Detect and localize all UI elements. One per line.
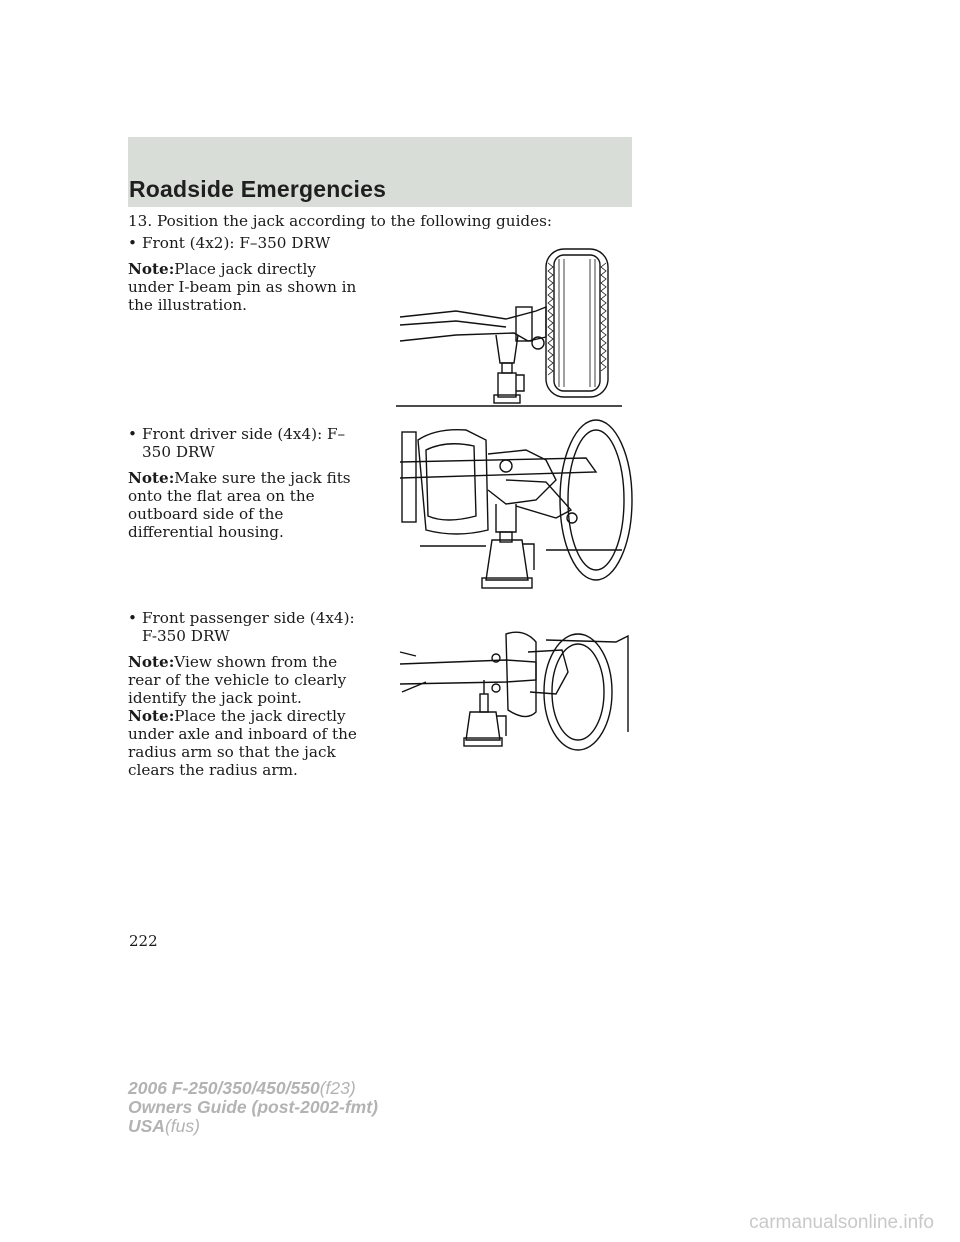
note-label: Note: <box>128 707 175 725</box>
note-label: Note: <box>128 653 175 671</box>
note-text: Make sure the jack fits onto the flat area on the outboard side of the differential housing. <box>128 469 351 541</box>
bullet-marker: • <box>128 609 137 627</box>
note-text: View shown from the rear of the vehicle to clearly identify the jack point. <box>128 653 347 707</box>
step-instruction: 13. Position the jack according to the following guides: <box>128 212 553 230</box>
note-label: Note: <box>128 260 175 278</box>
note-front-driver-4x4 <box>128 469 364 541</box>
footer-market-code: (fus) <box>164 1116 200 1136</box>
footer-market: USA <box>128 1116 165 1136</box>
footer-line-guide: Owners Guide (post-2002-fmt) <box>128 1097 378 1117</box>
document-footer <box>128 1079 378 1136</box>
watermark: carmanualsonline.info <box>749 1212 934 1233</box>
note-label: Note: <box>128 469 175 487</box>
note-text: Place jack directly under I-beam pin as shown in the illustration. <box>128 260 357 314</box>
footer-model-code: (f23) <box>319 1078 356 1098</box>
footer-model: 2006 F-250/350/450/550 <box>128 1078 320 1098</box>
section-title: Roadside Emergencies <box>129 176 387 202</box>
illustration-4x2-jack-under-ibeam <box>396 245 622 413</box>
note-place-jack <box>128 707 364 779</box>
bullet-front-passenger-4x4 <box>128 609 368 645</box>
bullet-text: Front (4x2): F–350 DRW <box>142 234 331 252</box>
bullet-text: Front driver side (4x4): F–350 DRW <box>142 425 346 461</box>
page-number: 222 <box>129 932 158 950</box>
bullet-marker: • <box>128 425 137 443</box>
note-text: Place the jack directly under axle and inboard of the radius arm so that the jack clears the radius arm. <box>128 707 357 779</box>
bullet-front-4x2 <box>128 234 368 252</box>
note-view-from-rear <box>128 653 364 707</box>
bullet-marker: • <box>128 234 137 252</box>
illustration-4x4-passenger-side-rear-view <box>396 622 632 752</box>
note-front-4x2 <box>128 260 364 314</box>
bullet-text: Front passenger side (4x4): F-350 DRW <box>142 609 355 645</box>
illustration-4x4-driver-side-differential <box>396 420 622 592</box>
footer-line-model <box>128 1079 378 1098</box>
bullet-front-driver-4x4 <box>128 425 368 461</box>
footer-line-market <box>128 1117 378 1136</box>
